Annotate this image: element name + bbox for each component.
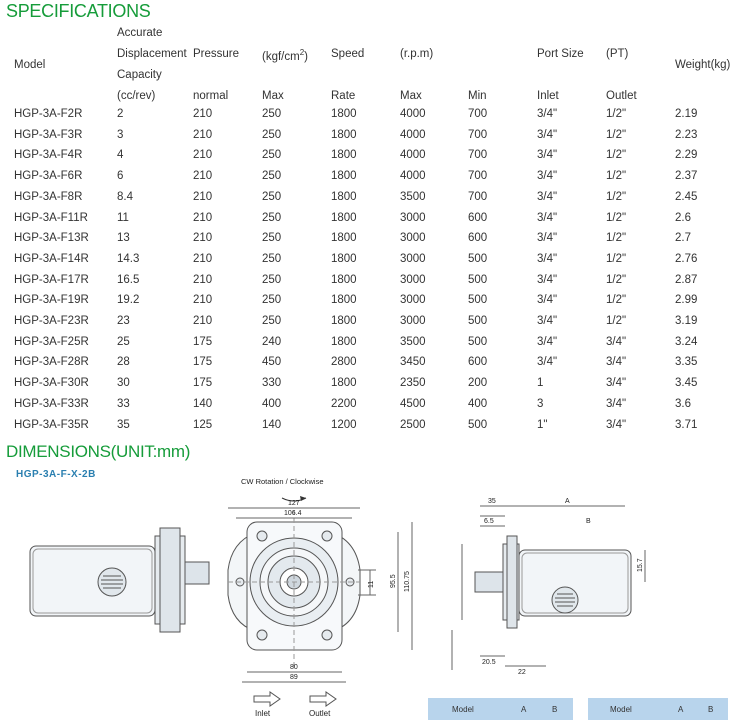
row-pressure-normal: 210 <box>193 190 213 203</box>
row-speed-max: 3000 <box>400 273 426 286</box>
row-weight: 2.7 <box>675 232 691 245</box>
header-normal: normal <box>193 90 229 102</box>
row-speed-min: 600 <box>468 211 488 224</box>
row-speed-rate: 1800 <box>331 128 357 141</box>
table-row <box>0 315 750 335</box>
row-speed-max: 2350 <box>400 377 426 390</box>
row-pressure-max: 250 <box>262 232 282 245</box>
model-table-2-a: A <box>678 705 684 714</box>
row-port-inlet: 3/4" <box>537 315 558 327</box>
row-port-inlet: 3/4" <box>537 211 558 224</box>
row-speed-min: 500 <box>468 418 488 431</box>
table-row <box>0 232 750 252</box>
header-pt: (PT) <box>606 48 629 60</box>
row-pressure-max: 250 <box>262 211 282 224</box>
row-port-inlet: 3/4" <box>537 335 558 348</box>
row-pressure-max: 140 <box>262 418 282 431</box>
table-row <box>0 377 750 397</box>
row-port-outlet: 3/4" <box>606 335 627 348</box>
row-model: HGP-3A-F25R <box>14 335 89 348</box>
row-model: HGP-3A-F33R <box>14 397 89 410</box>
row-speed-max: 4500 <box>400 397 426 410</box>
row-pressure-max: 250 <box>262 273 282 286</box>
row-weight: 2.23 <box>675 128 698 141</box>
row-displacement: 35 <box>117 418 130 431</box>
model-table-1-a: A <box>521 705 527 714</box>
row-port-outlet: 1/2" <box>606 315 627 327</box>
row-port-inlet: 3 <box>537 397 544 410</box>
row-weight: 2.45 <box>675 190 698 203</box>
dim-80: 80 <box>290 664 298 671</box>
pump-side-view <box>30 528 209 632</box>
dim-127: 127 <box>288 500 300 507</box>
row-model: HGP-3A-F19R <box>14 294 89 307</box>
drawing-subtitle: HGP-3A-F-X-2B <box>16 469 96 480</box>
dimension-drawing <box>0 470 750 720</box>
row-weight: 3.19 <box>675 315 698 327</box>
rotation-label: CW Rotation / Clockwise <box>241 477 324 486</box>
row-port-outlet: 1/2" <box>606 232 627 245</box>
row-weight: 2.76 <box>675 252 698 265</box>
header-capacity: Capacity <box>117 69 162 81</box>
row-pressure-normal: 175 <box>193 335 213 348</box>
row-speed-max: 3000 <box>400 232 426 245</box>
row-model: HGP-3A-F3R <box>14 128 83 141</box>
row-pressure-max: 250 <box>262 190 282 203</box>
row-speed-rate: 1800 <box>331 170 357 183</box>
header-model: Model <box>14 59 46 71</box>
row-speed-max: 4000 <box>400 108 426 120</box>
table-row <box>0 356 750 376</box>
outlet-label: Outlet <box>309 709 331 718</box>
row-displacement: 14.3 <box>117 252 140 265</box>
row-port-inlet: 3/4" <box>537 170 558 183</box>
dim-15-7: 15.7 <box>637 558 644 572</box>
row-port-outlet: 3/4" <box>606 418 627 431</box>
dim-20-5: 20.5 <box>482 659 496 666</box>
row-displacement: 8.4 <box>117 190 133 203</box>
row-speed-min: 600 <box>468 356 488 369</box>
row-speed-rate: 2800 <box>331 356 357 369</box>
row-speed-min: 700 <box>468 190 488 203</box>
dim-95-5: 95.5 <box>390 574 397 588</box>
row-pressure-normal: 210 <box>193 170 213 183</box>
header-accurate: Accurate <box>117 27 163 39</box>
model-table-1 <box>428 698 573 720</box>
dim-35: 35 <box>488 498 496 505</box>
row-speed-rate: 1800 <box>331 232 357 245</box>
table-row <box>0 419 750 439</box>
row-model: HGP-3A-F8R <box>14 190 83 203</box>
row-port-outlet: 1/2" <box>606 211 627 224</box>
dim-11: 11 <box>368 580 375 588</box>
row-pressure-normal: 210 <box>193 211 213 224</box>
row-model: HGP-3A-F11R <box>14 211 88 224</box>
row-model: HGP-3A-F14R <box>14 252 89 265</box>
row-speed-rate: 1200 <box>331 418 357 431</box>
row-pressure-max: 400 <box>262 397 282 410</box>
row-weight: 2.6 <box>675 211 691 224</box>
row-speed-min: 700 <box>468 108 488 120</box>
row-speed-max: 3500 <box>400 190 426 203</box>
row-weight: 3.35 <box>675 356 698 369</box>
row-weight: 2.37 <box>675 170 698 183</box>
row-speed-rate: 1800 <box>331 108 357 120</box>
row-port-inlet: 3/4" <box>537 252 558 265</box>
pump-side-view-dimensioned <box>452 506 645 670</box>
row-pressure-normal: 210 <box>193 128 213 141</box>
row-speed-min: 700 <box>468 170 488 183</box>
row-model: HGP-3A-F35R <box>14 418 89 431</box>
row-displacement: 28 <box>117 356 130 369</box>
model-table-2 <box>588 698 728 720</box>
row-speed-min: 500 <box>468 252 488 265</box>
table-row <box>0 212 750 232</box>
row-model: HGP-3A-F13R <box>14 232 89 245</box>
row-speed-min: 500 <box>468 335 488 348</box>
table-row <box>0 149 750 169</box>
row-port-outlet: 1/2" <box>606 294 627 307</box>
header-min: Min <box>468 90 487 102</box>
model-table-1-b: B <box>552 705 558 714</box>
row-pressure-normal: 210 <box>193 108 213 120</box>
row-speed-min: 500 <box>468 315 488 327</box>
row-weight: 2.87 <box>675 273 698 286</box>
row-pressure-max: 250 <box>262 315 282 327</box>
row-port-inlet: 3/4" <box>537 108 558 120</box>
row-speed-max: 4000 <box>400 170 426 183</box>
row-port-outlet: 3/4" <box>606 356 627 369</box>
row-port-outlet: 3/4" <box>606 377 627 390</box>
row-pressure-normal: 140 <box>193 397 213 410</box>
row-pressure-max: 250 <box>262 108 282 120</box>
row-speed-min: 500 <box>468 294 488 307</box>
row-port-outlet: 1/2" <box>606 273 627 286</box>
row-displacement: 2 <box>117 108 124 120</box>
pump-front-view <box>228 496 412 706</box>
row-speed-rate: 2200 <box>331 397 357 410</box>
row-weight: 3.24 <box>675 335 698 348</box>
row-speed-max: 2500 <box>400 418 426 431</box>
row-speed-min: 700 <box>468 128 488 141</box>
row-speed-max: 4000 <box>400 128 426 141</box>
dim-110-75: 110.75 <box>404 571 411 592</box>
row-pressure-max: 250 <box>262 149 282 162</box>
row-speed-max: 3450 <box>400 356 426 369</box>
row-model: HGP-3A-F30R <box>14 377 89 390</box>
row-speed-min: 200 <box>468 377 488 390</box>
row-speed-min: 600 <box>468 232 488 245</box>
row-pressure-normal: 210 <box>193 294 213 307</box>
row-speed-min: 500 <box>468 273 488 286</box>
row-model: HGP-3A-F17R <box>14 273 89 286</box>
header-outlet: Outlet <box>606 90 637 102</box>
row-pressure-normal: 210 <box>193 232 213 245</box>
dim-b: B <box>586 518 591 525</box>
row-port-inlet: 3/4" <box>537 356 558 369</box>
header-cc-rev: (cc/rev) <box>117 90 156 102</box>
row-speed-rate: 1800 <box>331 294 357 307</box>
row-model: HGP-3A-F28R <box>14 356 89 369</box>
row-speed-rate: 1800 <box>331 335 357 348</box>
table-row <box>0 170 750 190</box>
row-pressure-max: 330 <box>262 377 282 390</box>
row-port-inlet: 3/4" <box>537 273 558 286</box>
dimensions-heading: DIMENSIONS(UNIT:mm) <box>6 442 191 461</box>
row-model: HGP-3A-F4R <box>14 149 83 162</box>
row-pressure-max: 250 <box>262 252 282 265</box>
row-speed-rate: 1800 <box>331 252 357 265</box>
dim-106-4: 106.4 <box>284 510 302 517</box>
row-port-inlet: 1" <box>537 418 548 431</box>
model-table-2-b: B <box>708 705 714 714</box>
row-speed-rate: 1800 <box>331 315 357 327</box>
table-row <box>0 108 750 128</box>
header-port-size: Port Size <box>537 48 584 60</box>
row-speed-max: 3000 <box>400 252 426 265</box>
row-pressure-max: 250 <box>262 170 282 183</box>
row-pressure-normal: 210 <box>193 315 213 327</box>
row-pressure-normal: 210 <box>193 273 213 286</box>
row-speed-max: 3000 <box>400 315 426 327</box>
row-port-outlet: 1/2" <box>606 190 627 203</box>
row-speed-rate: 1800 <box>331 377 357 390</box>
row-displacement: 25 <box>117 335 130 348</box>
row-displacement: 6 <box>117 170 124 183</box>
row-weight: 2.29 <box>675 149 698 162</box>
row-pressure-normal: 175 <box>193 356 213 369</box>
table-row <box>0 398 750 418</box>
row-model: HGP-3A-F2R <box>14 108 83 120</box>
header-speed-max: Max <box>400 90 422 102</box>
header-weight: Weight(kg) <box>675 59 731 71</box>
row-displacement: 4 <box>117 149 124 162</box>
row-weight: 2.19 <box>675 108 698 120</box>
row-port-inlet: 3/4" <box>537 149 558 162</box>
row-speed-max: 3000 <box>400 211 426 224</box>
row-port-inlet: 3/4" <box>537 232 558 245</box>
inlet-label: Inlet <box>255 709 271 718</box>
table-row <box>0 253 750 273</box>
row-weight: 2.99 <box>675 294 698 307</box>
row-speed-min: 400 <box>468 397 488 410</box>
row-weight: 3.6 <box>675 397 691 410</box>
header-pressure-max: Max <box>262 90 284 102</box>
row-pressure-normal: 125 <box>193 418 213 431</box>
header-displacement: Displacement <box>117 48 187 60</box>
row-weight: 3.45 <box>675 377 698 390</box>
header-pressure: Pressure <box>193 48 240 60</box>
table-row <box>0 294 750 314</box>
row-port-outlet: 1/2" <box>606 108 627 120</box>
model-table-1-model: Model <box>452 705 474 714</box>
row-pressure-normal: 210 <box>193 149 213 162</box>
row-speed-max: 3000 <box>400 294 426 307</box>
row-displacement: 16.5 <box>117 273 140 286</box>
row-speed-rate: 1800 <box>331 190 357 203</box>
header-pressure-unit: $(kgf/cm^2)$ <box>262 48 308 63</box>
row-displacement: 23 <box>117 315 130 327</box>
row-speed-max: 4000 <box>400 149 426 162</box>
row-pressure-normal: 210 <box>193 252 213 265</box>
row-speed-min: 700 <box>468 149 488 162</box>
specifications-heading: SPECIFICATIONS <box>6 1 151 21</box>
header-rate: Rate <box>331 90 356 102</box>
header-inlet: Inlet <box>537 90 559 102</box>
table-row <box>0 274 750 294</box>
header-speed: Speed <box>331 48 365 60</box>
row-port-outlet: 1/2" <box>606 149 627 162</box>
row-model: HGP-3A-F6R <box>14 170 83 183</box>
row-pressure-normal: 175 <box>193 377 213 390</box>
row-displacement: 3 <box>117 128 124 141</box>
row-displacement: 33 <box>117 397 130 410</box>
row-model: HGP-3A-F23R <box>14 315 89 327</box>
row-port-inlet: 3/4" <box>537 128 558 141</box>
dim-a: A <box>565 498 570 505</box>
model-table-2-model: Model <box>610 705 632 714</box>
row-displacement: 30 <box>117 377 130 390</box>
row-pressure-max: 450 <box>262 356 282 369</box>
row-speed-rate: 1800 <box>331 211 357 224</box>
row-displacement: 13 <box>117 232 130 245</box>
row-displacement: 11 <box>117 211 129 224</box>
row-port-outlet: 1/2" <box>606 252 627 265</box>
dim-89: 89 <box>290 674 298 681</box>
table-row <box>0 336 750 356</box>
row-pressure-max: 250 <box>262 294 282 307</box>
row-pressure-max: 240 <box>262 335 282 348</box>
table-row <box>0 191 750 211</box>
row-speed-rate: 1800 <box>331 149 357 162</box>
row-port-inlet: 3/4" <box>537 294 558 307</box>
dim-22: 22 <box>518 669 526 676</box>
row-speed-rate: 1800 <box>331 273 357 286</box>
row-port-inlet: 3/4" <box>537 190 558 203</box>
row-displacement: 19.2 <box>117 294 140 307</box>
table-row <box>0 129 750 149</box>
row-port-outlet: 3/4" <box>606 397 627 410</box>
row-port-inlet: 1 <box>537 377 544 390</box>
dim-6-5: 6.5 <box>484 518 494 525</box>
row-weight: 3.71 <box>675 418 698 431</box>
header-rpm: (r.p.m) <box>400 48 434 60</box>
row-speed-max: 3500 <box>400 335 426 348</box>
row-port-outlet: 1/2" <box>606 170 627 183</box>
row-pressure-max: 250 <box>262 128 282 141</box>
row-port-outlet: 1/2" <box>606 128 627 141</box>
